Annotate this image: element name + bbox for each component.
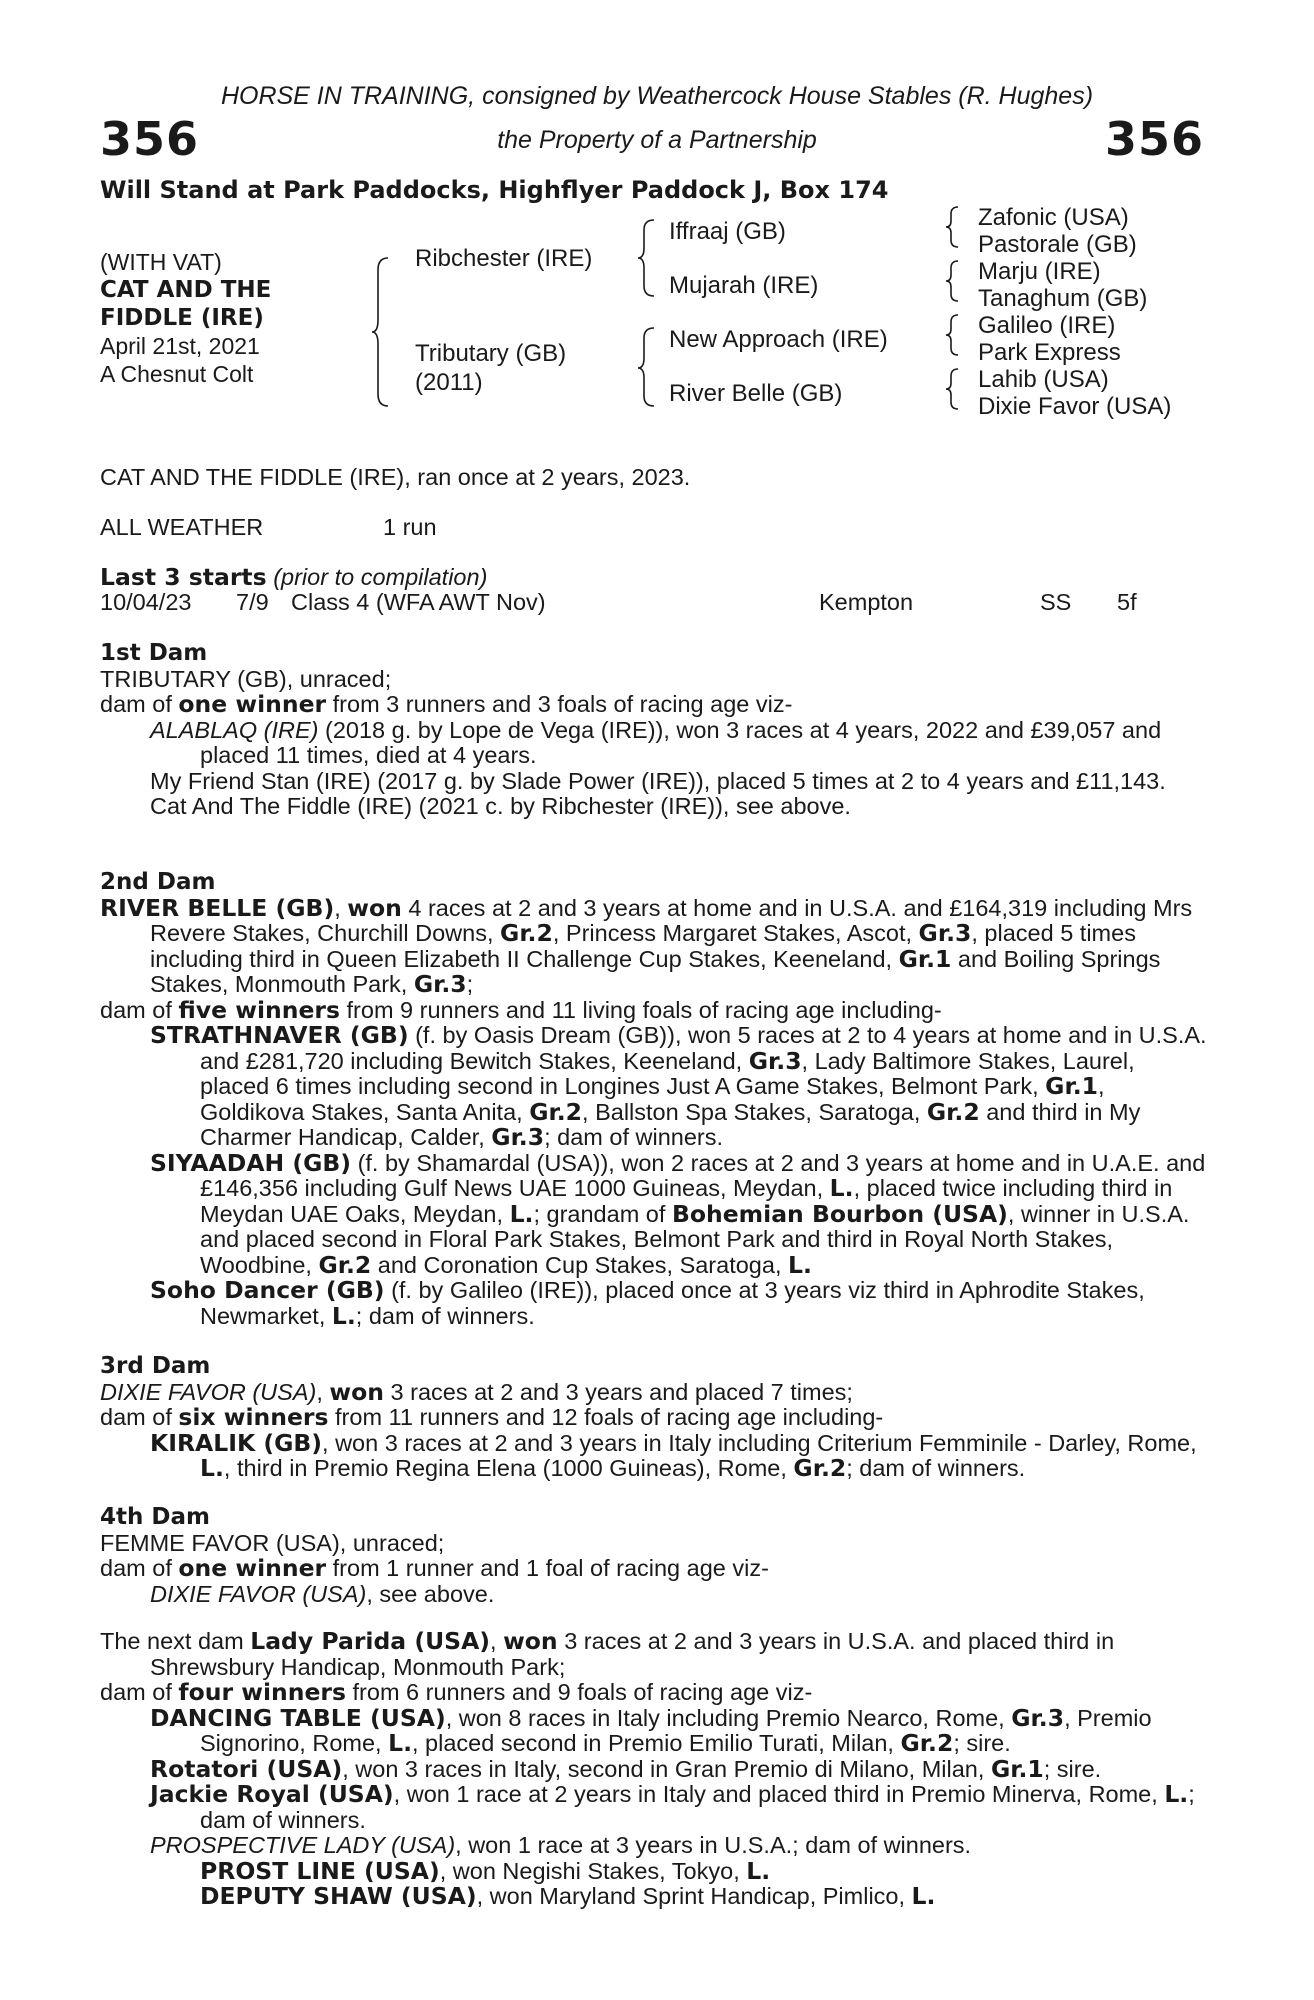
produce-name: PROST LINE (USA) [200,1856,440,1885]
produce-name: Rotatori (USA) [150,1754,343,1783]
grade: L. [911,1882,936,1910]
lady-parida-record [100,1629,1210,1680]
dam-name: DIXIE FAVOR (USA) [100,1378,317,1405]
text-run: , placed second in Premio Emilio Turati, Milan, [412,1730,901,1756]
horse-name-line1: CAT AND THE [100,277,272,303]
text-run: , won 1 race at 2 years in Italy and placed third in Premio Minerva, Rome, [393,1781,1165,1807]
text-run: ; dam of winners. [355,1302,535,1329]
grade: Gr.2 [529,1097,583,1126]
grade: L. [788,1250,812,1279]
lot-number-right: 356 [1104,112,1204,166]
pedigree-sire-dam: Mujarah (IRE) [669,272,819,299]
start-going: SS [1040,589,1072,615]
produce-jackie-royal [100,1782,1210,1833]
start-class: Class 4 (WFA AWT Nov) [291,589,546,615]
produce-my-friend-stan: My Friend Stan (IRE) (2017 g. by Slade Power (IRE)), placed 5 times at 2 to 4 years and £11,143. [150,767,1166,794]
grade: Gr.2 [318,1250,372,1279]
second-dam-produce-line [100,995,1210,1024]
text-run: , Goldikova Stakes, Santa Anita, [200,1073,1105,1125]
produce-cat-and-the-fiddle: Cat And The Fiddle (IRE) (2021 c. by Ribchester (IRE)), see above. [150,793,851,819]
grade: Gr.3 [491,1123,545,1151]
surface-label: ALL WEATHER [100,514,264,540]
produce-prospective-lady [100,1833,1210,1859]
horse-description: A Chesnut Colt [100,361,254,387]
foaling-date: April 21st, 2021 [100,333,260,359]
text-run: and third in My Charmer Handicap, Calder, [200,1098,1141,1150]
pedigree-gg6: Park Express [978,339,1121,366]
start-date: 10/04/23 [100,589,192,615]
pedigree-brace-sire [636,218,658,298]
grade: L. [1164,1780,1189,1808]
produce-deputy-shaw [100,1884,1210,1910]
second-dam-heading: 2nd Dam [100,869,216,895]
text-run: , Ballston Spa Stakes, Saratoga, [582,1098,927,1125]
lot-number-left: 356 [100,112,200,166]
text-run: (f. by Oasis Dream (GB)), won 5 races at 2 to 4 years at home and in U.S.A. and £281,720 including Bewitch Stakes, Keeneland, [200,1022,1207,1074]
grade: Gr.3 [413,970,467,998]
vat-note: (WITH VAT) [100,249,222,275]
text-run: dam of [100,1679,179,1705]
grade: Gr.1 [1045,1072,1098,1100]
text-run: ; dam of winners. [200,1781,1195,1833]
text-run: dam of [100,1404,179,1430]
text-run: (f. by Galileo (IRE)), placed once at 3 years viz third in Aphrodite Stakes, Newmarket, [200,1277,1145,1329]
text-run: , placed twice including third in Meydan UAE Oaks, Meydan, [200,1175,1173,1227]
text-run: , won 8 races in Italy including Premio Nearco, Rome, [445,1704,1012,1731]
text-run: 3 races at 2 and 3 years in U.S.A. and placed third in Shrewsbury Handicap, Monmouth Park; [150,1628,1115,1680]
text-run: , [334,894,348,921]
grade: L. [746,1856,771,1885]
text-run: (2018 g. by Lope de Vega (IRE)), won 3 races at 4 years, 2022 and £39,057 and placed 11 times, died at 4 years. [200,716,1162,768]
produce-name: Bohemian Bourbon (USA) [671,1199,1008,1228]
third-dam-section [100,1354,1210,1482]
dam-name: Lady Parida (USA) [250,1627,491,1655]
grade: L. [509,1199,534,1228]
grade: L. [331,1301,356,1330]
winners-count: five winners [178,995,340,1024]
first-dam-heading: 1st Dam [100,640,208,666]
text-run: , won 3 races at 2 and 3 years in Italy including Criterium Femminile - Darley, Rome, [322,1429,1197,1456]
second-dam-section [100,870,1210,1329]
produce-prost-line [100,1856,1210,1885]
pedigree-brace-main [370,256,392,408]
text-run: , Premio Signorino, Rome, [200,1704,1152,1756]
pedigree-gg3: Marju (IRE) [978,258,1101,285]
pedigree-sire: Ribchester (IRE) [415,245,593,272]
first-dam-line: TRIBUTARY (GB), unraced; [100,665,392,692]
text-run: ; grandam of [533,1200,672,1227]
text-run: and Coronation Cup Stakes, Saratoga, [371,1251,789,1278]
produce-name: DANCING TABLE (USA) [150,1703,446,1732]
text-run: 3 races at 2 and 3 years and placed 7 times; [383,1378,853,1405]
produce-name: KIRALIK (GB) [150,1428,323,1457]
produce-siyaadah [100,1148,1210,1279]
winners-count: six winners [178,1403,329,1431]
text-run: won [329,1377,384,1406]
property-line: the Property of a Partnership [497,126,817,154]
winners-count: one winner [178,1554,327,1582]
horse-name-line2: FIDDLE (IRE) [100,305,264,331]
text-run: , won Negishi Stakes, Tokyo, [439,1857,747,1884]
pedigree-gg4: Tanaghum (GB) [978,285,1148,312]
produce-rotatori [100,1754,1210,1783]
text-run: 4 races at 2 and 3 years at home and in U.S.A. and £164,319 including Mrs Revere Stakes, Churchill Downs, [150,894,1193,946]
stand-location: Will Stand at Park Paddocks, Highflyer Paddock J, Box 174 [100,176,889,204]
start-position: 7/9 [236,589,269,615]
dixie-favor-record [100,1377,1210,1406]
winners-count: one winner [178,690,327,718]
text-run: dam of [100,691,179,717]
text-run: The next dam [100,1628,251,1654]
text-run: , see above. [366,1580,495,1607]
grade: Gr.2 [500,919,553,947]
race-summary: CAT AND THE FIDDLE (IRE), ran once at 2 years, 2023. [100,464,691,490]
pedigree-gg8: Dixie Favor (USA) [978,393,1172,420]
pedigree-brace-g2 [944,259,962,303]
first-dam-section [100,641,1210,820]
grade: Gr.1 [898,944,952,973]
fourth-dam-heading: 4th Dam [100,1504,210,1530]
pedigree-gg5: Galileo (IRE) [978,312,1116,339]
produce-name: STRATHNAVER (GB) [150,1021,409,1049]
grade: Gr.3 [918,919,972,947]
winners-count: four winners [178,1678,346,1706]
text-run: , won 3 races in Italy, second in Gran Premio di Milano, Milan, [342,1755,991,1782]
produce-alablaq [100,718,1210,769]
third-dam-heading: 3rd Dam [100,1353,211,1379]
text-run: , Princess Margaret Stakes, Ascot, [552,920,919,946]
pedigree-dam-sire: New Approach (IRE) [669,326,888,353]
text-run: won [347,893,402,922]
text-run: ; dam of winners. [846,1455,1026,1481]
last-starts-heading [100,565,487,591]
pedigree-sire-sire: Iffraaj (GB) [669,218,786,245]
text-run: , Lady Baltimore Stakes, Laurel, placed 6 times including second in Longines Just A Game Stakes, Belmont Park, [200,1047,1135,1099]
text-run: from 6 runners and 9 foals of racing age viz- [346,1679,813,1705]
produce-name: SIYAADAH (GB) [150,1148,352,1177]
text-run: ; [466,971,474,997]
text-run: from 1 runner and 1 foal of racing age viz- [326,1555,769,1581]
produce-name: DIXIE FAVOR (USA) [150,1580,367,1607]
grade: Gr.2 [926,1097,980,1126]
produce-dancing-table [100,1703,1210,1757]
start-course: Kempton [819,589,914,615]
text-run: dam of [100,996,179,1023]
grade: Gr.3 [1011,1703,1065,1732]
dam-name: RIVER BELLE (GB) [100,893,335,922]
produce-kiralik [100,1428,1210,1482]
third-dam-produce-line [100,1405,1210,1431]
horse-identity [100,248,271,388]
fourth-dam-produce-line [100,1556,1210,1582]
produce-soho-dancer [100,1278,1210,1329]
produce-name: ALABLAQ (IRE) [150,716,319,743]
text-run: dam of [100,1555,179,1581]
text-run: , third in Premio Regina Elena (1000 Guineas), Rome, [223,1455,794,1481]
pedigree-dam-year: (2011) [415,369,483,396]
next-dam-section [100,1629,1210,1910]
river-belle-record [100,893,1210,998]
grade: L. [829,1174,854,1202]
produce-name: Jackie Royal (USA) [150,1780,394,1808]
grade: Gr.2 [793,1454,847,1482]
pedigree-brace-g4 [944,367,962,411]
next-dam-produce-line [100,1680,1210,1706]
pedigree-gg7: Lahib (USA) [978,366,1109,393]
text-run: from 3 runners and 3 foals of racing age viz- [326,691,793,717]
produce-name: PROSPECTIVE LADY (USA) [150,1832,456,1858]
femme-favor-record: FEMME FAVOR (USA), unraced; [100,1529,445,1556]
grade: Gr.1 [990,1754,1044,1783]
text-run: , [490,1628,504,1654]
produce-name: DEPUTY SHAW (USA) [200,1882,477,1910]
grade: Gr.3 [748,1046,802,1075]
text-run: ; sire. [1043,1755,1102,1782]
start-distance: 5f [1117,589,1137,615]
grade: L. [200,1454,224,1482]
text-run: , [316,1378,330,1405]
text-run: , won Maryland Sprint Handicap, Pimlico, [476,1883,912,1909]
produce-strathnaver [100,1023,1210,1151]
text-run: ; sire. [953,1730,1011,1756]
runs-count: 1 run [383,514,437,540]
text-run: and Boiling Springs Stakes, Monmouth Park, [150,945,1161,997]
pedigree-dam-dam: River Belle (GB) [669,380,843,407]
consignor-line: HORSE IN TRAINING, consigned by Weathercock House Stables (R. Hughes) [220,82,1094,110]
text-run: from 11 runners and 12 foals of racing age including- [328,1404,884,1430]
text-run: , placed 5 times including third in Queen Elizabeth II Challenge Cup Stakes, Keeneland, [150,920,1136,972]
produce-dixie-favor [100,1582,1210,1608]
text-run: ; dam of winners. [544,1124,724,1150]
pedigree-brace-g1 [944,205,962,249]
pedigree-dam: Tributary (GB) [415,340,567,367]
text-run: , winner in U.S.A. and placed second in Floral Park Stakes, Belmont Park and third in Royal North Stakes, Woodbine, [200,1200,1190,1278]
fourth-dam-section [100,1505,1210,1607]
first-dam-produce-line [100,692,1210,718]
pedigree-brace-dam [636,326,658,410]
produce-name: Soho Dancer (GB) [150,1276,385,1304]
pedigree-brace-g3 [944,313,962,357]
pedigree-gg1: Zafonic (USA) [978,204,1129,231]
text-run: (f. by Shamardal (USA)), won 2 races at 2 and 3 years at home and in U.A.E. and £146,356 including Gulf News UAE 1000 Guineas, Meydan, [200,1149,1206,1201]
last-starts-note: (prior to compilation) [273,564,488,590]
text-run: won [503,1627,558,1655]
text-run: from 9 runners and 11 living foals of racing age including- [339,996,942,1023]
text-run: , won 1 race at 3 years in U.S.A.; dam of winners. [455,1832,972,1858]
pedigree-gg2: Pastorale (GB) [978,231,1137,258]
grade: Gr.2 [900,1729,954,1757]
grade: L. [388,1729,412,1757]
last-starts-title: Last 3 starts [100,563,267,591]
